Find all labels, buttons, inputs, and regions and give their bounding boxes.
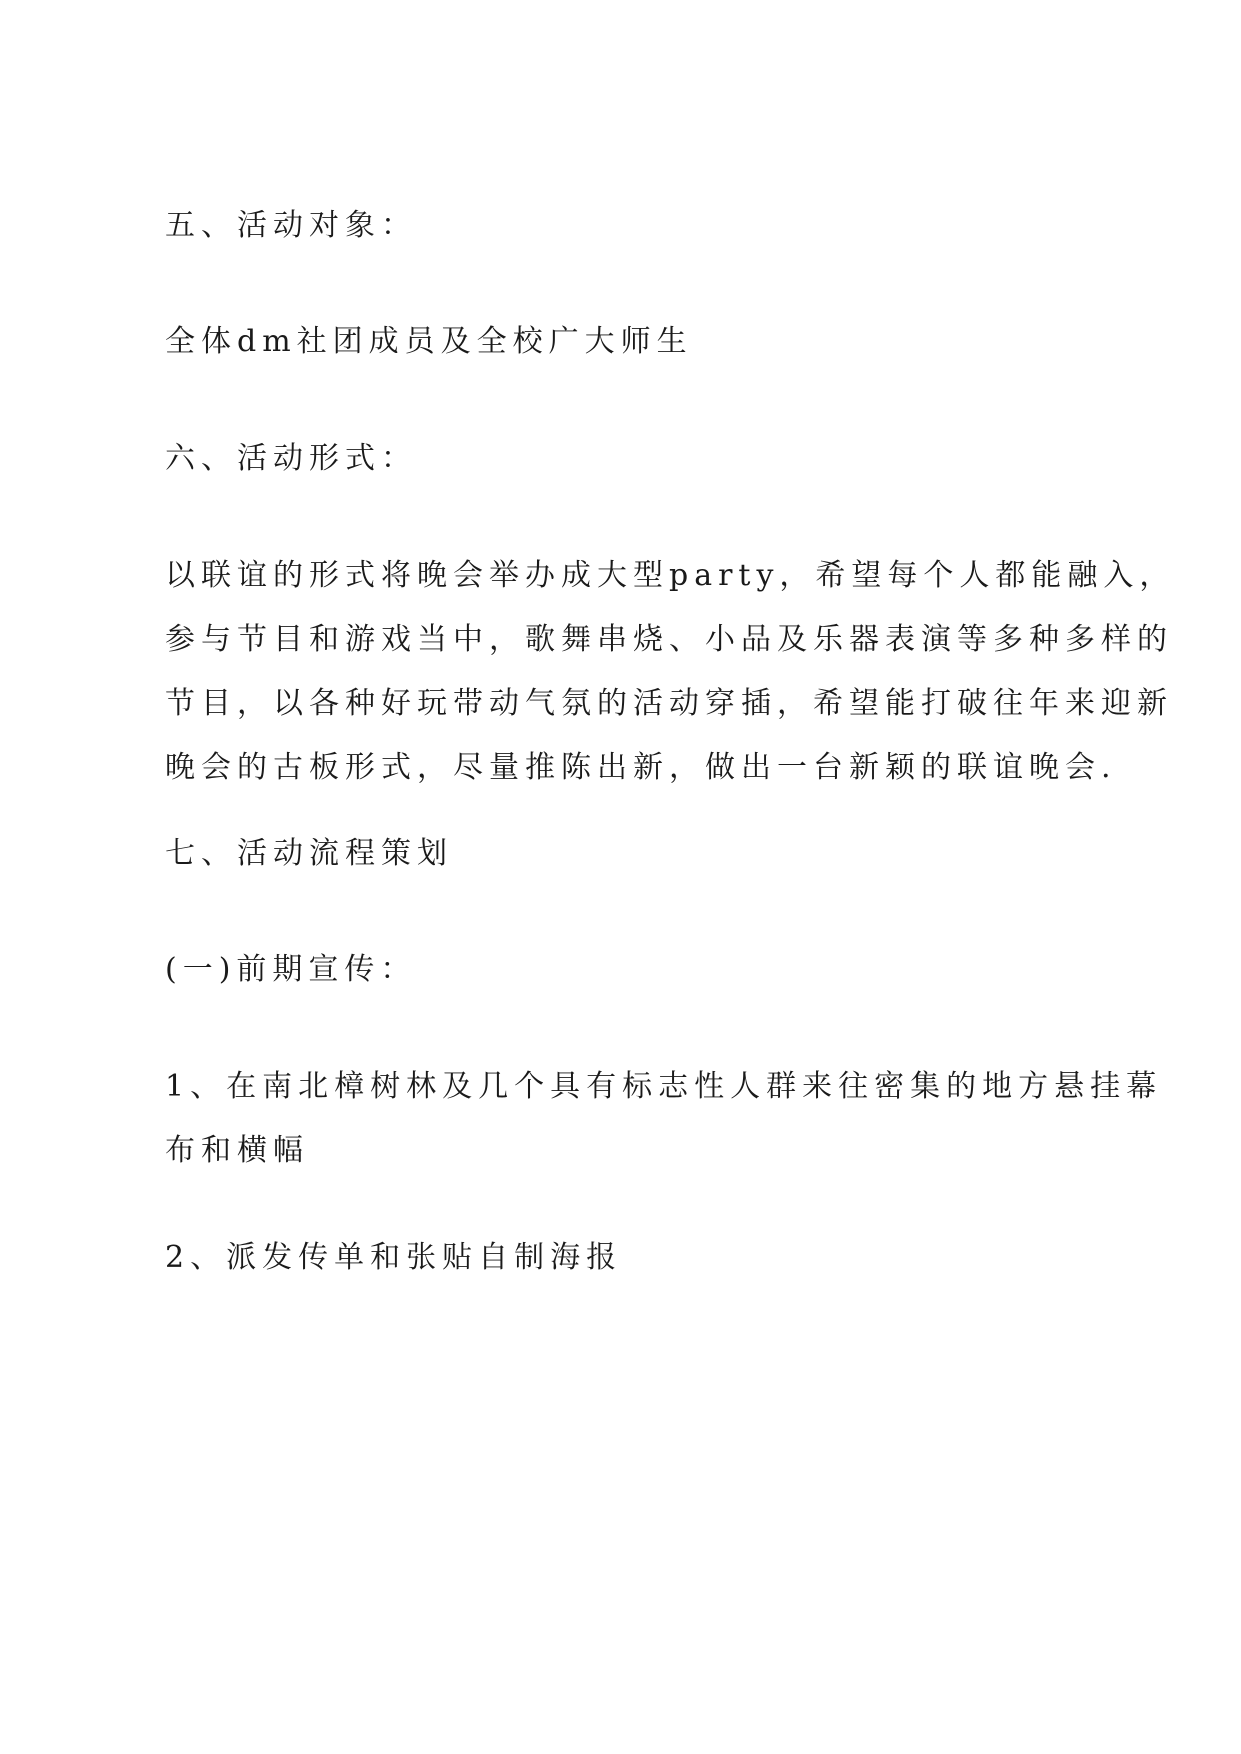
activity-form-paragraph [165, 544, 1176, 800]
list-item-2 [165, 1226, 1095, 1290]
text-line: 节目，以各种好玩带动气氛的活动穿插，希望能打破往年来迎新 [165, 686, 1173, 721]
text-line: 1、在南北樟树林及几个具有标志性人群来往密集的地方悬挂幕 [165, 1069, 1163, 1104]
subheading-promotion [165, 938, 1095, 1002]
section-heading-activity-form [165, 427, 1095, 491]
text-line: 五、活动对象： [165, 208, 417, 243]
text-line: 布和横幅 [165, 1133, 309, 1168]
text-line: (一)前期宣传： [165, 952, 417, 987]
text-line: 六、活动形式： [165, 441, 417, 476]
text-line: 七、活动流程策划 [165, 836, 453, 871]
text-line: 以联谊的形式将晚会举办成大型party，希望每个人都能融入， [165, 558, 1176, 593]
text-line: 参与节目和游戏当中，歌舞串烧、小品及乐器表演等多种多样的 [165, 622, 1173, 657]
activity-target-paragraph [165, 310, 1095, 374]
text-line: 全体dm社团成员及全校广大师生 [165, 324, 693, 359]
text-line: 2、派发传单和张贴自制海报 [165, 1240, 623, 1275]
list-item-1 [165, 1055, 1163, 1183]
section-heading-activity-target [165, 194, 1095, 258]
section-heading-activity-process [165, 822, 1095, 886]
text-line: 晚会的古板形式，尽量推陈出新，做出一台新颖的联谊晚会. [165, 750, 1117, 785]
